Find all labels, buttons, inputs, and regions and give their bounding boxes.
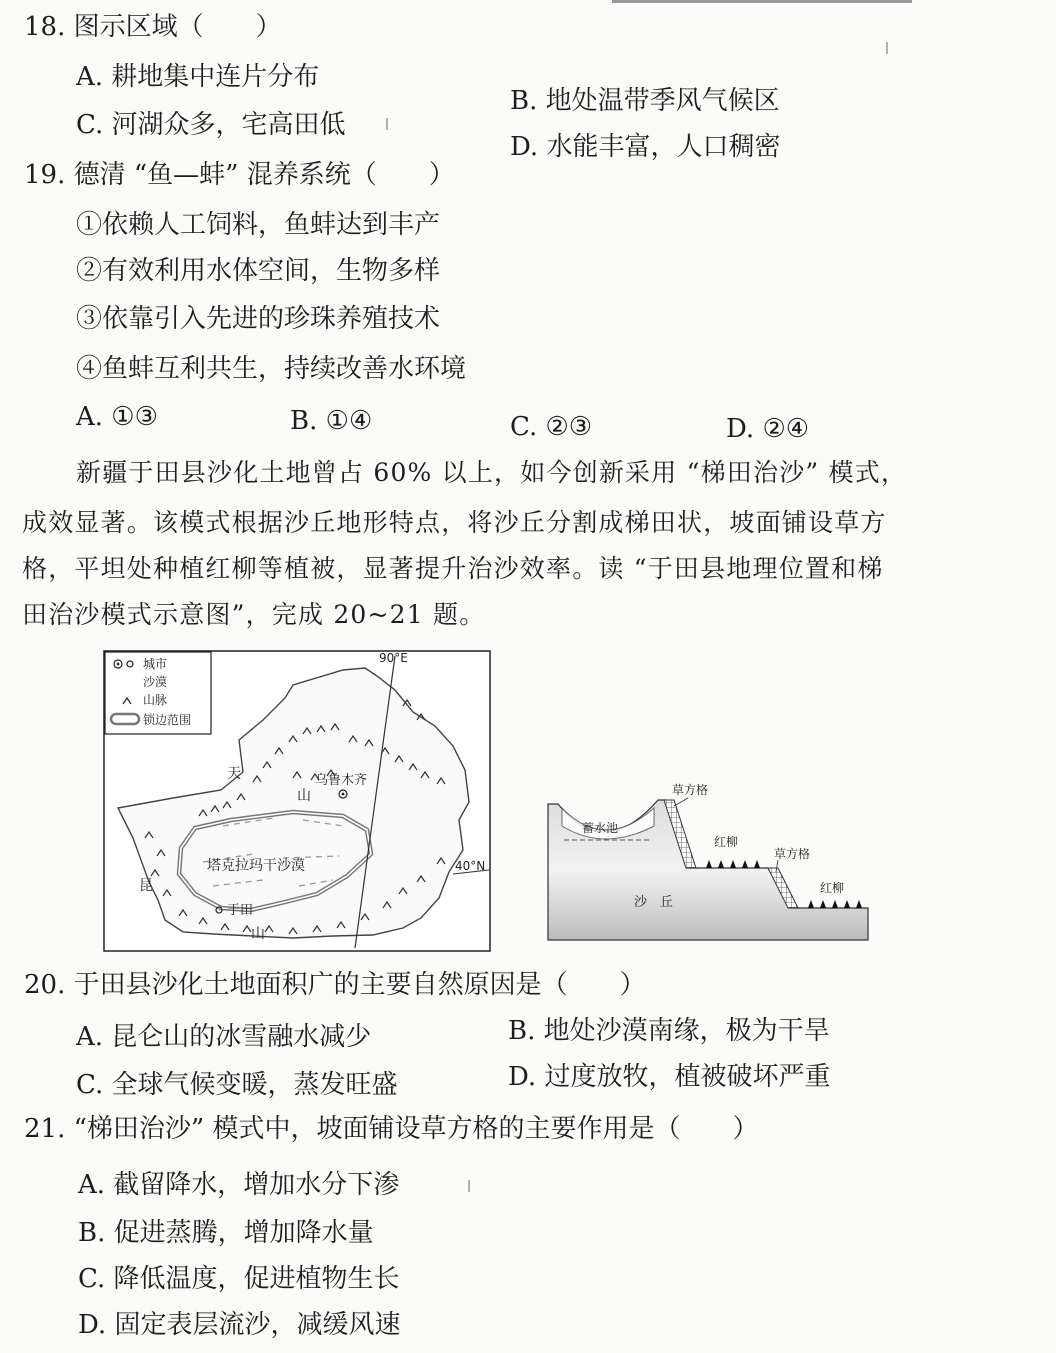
- label-kun-shan: 山: [251, 926, 265, 942]
- label-kun: 昆: [139, 878, 153, 894]
- label-red-willow-1: 红柳: [714, 835, 739, 849]
- label-grass-grid-top: 草方格: [672, 783, 709, 797]
- legend-mountain: 山脉: [143, 693, 168, 707]
- legend-rim: 锁边范围: [143, 713, 192, 727]
- q20-stem: 20. 于田县沙化土地面积广的主要自然原因是（ ）: [24, 970, 646, 1000]
- terrace-dune-diagram: [546, 782, 870, 942]
- label-dune: 沙 丘: [634, 895, 674, 910]
- q18-option-c[interactable]: C. 河湖众多，宅高田低: [76, 110, 346, 140]
- scan-top-line: [612, 0, 912, 3]
- q21-option-b[interactable]: B. 促进蒸腾，增加降水量: [78, 1218, 374, 1248]
- q18-option-a[interactable]: A. 耕地集中连片分布: [76, 62, 320, 92]
- q21-option-c[interactable]: C. 降低温度，促进植物生长: [78, 1264, 400, 1294]
- q21-option-d[interactable]: D. 固定表层流沙，减缓风速: [78, 1310, 401, 1340]
- scan-speck: [468, 1180, 470, 1192]
- q19-statement-3: ③依靠引入先进的珍珠养殖技术: [76, 304, 441, 334]
- legend-desert: 沙漠: [143, 675, 168, 689]
- q20-option-c[interactable]: C. 全球气候变暖，蒸发旺盛: [76, 1070, 398, 1100]
- label-shan: 山: [297, 788, 311, 804]
- q19-option-d[interactable]: D. ②④: [726, 414, 810, 444]
- passage-line-3: 格，平坦处种植红柳等植被，显著提升治沙效率。读 “于田县地理位置和梯: [22, 554, 884, 583]
- yutian-location-map: [103, 650, 491, 952]
- q19-statement-2: ②有效利用水体空间，生物多样: [76, 256, 441, 286]
- label-pool: 蓄水池: [582, 821, 619, 835]
- scan-speck: [386, 118, 388, 130]
- label-grass-grid-mid: 草方格: [774, 847, 811, 861]
- q20-option-a[interactable]: A. 昆仑山的冰雪融水减少: [76, 1022, 372, 1052]
- label-yutian: 于田: [227, 903, 254, 918]
- q19-option-a[interactable]: A. ①③: [76, 402, 158, 432]
- q18-stem: 18. 图示区域（ ）: [24, 12, 282, 42]
- q20-option-d[interactable]: D. 过度放牧，植被破坏严重: [508, 1062, 831, 1092]
- legend-city: 城市: [143, 657, 168, 671]
- scan-speck: [886, 42, 888, 54]
- q20-option-b[interactable]: B. 地处沙漠南缘，极为干旱: [508, 1016, 830, 1046]
- label-taklamakan: 塔克拉玛干沙漠: [207, 858, 305, 874]
- q18-option-b[interactable]: B. 地处温带季风气候区: [510, 86, 780, 116]
- passage-line-4: 田治沙模式示意图”，完成 20~21 题。: [22, 600, 486, 629]
- passage-line-2: 成效显著。该模式根据沙丘地形特点，将沙丘分割成梯田状，坡面铺设草方: [22, 508, 887, 537]
- label-pointer: [674, 798, 688, 806]
- q19-option-b[interactable]: B. ①④: [290, 406, 373, 436]
- q19-statement-1: ①依赖人工饲料，鱼蚌达到丰产: [76, 210, 441, 240]
- label-tian: 天: [227, 766, 241, 782]
- q19-statement-4: ④鱼蚌互利共生，持续改善水环境: [76, 354, 467, 384]
- longitude-label: 90°E: [379, 651, 408, 665]
- q21-stem: 21. “梯田治沙” 模式中，坡面铺设草方格的主要作用是（ ）: [24, 1114, 759, 1144]
- label-red-willow-2: 红柳: [820, 881, 845, 895]
- q18-option-d[interactable]: D. 水能丰富，人口稠密: [510, 132, 781, 162]
- label-urumqi: 乌鲁木齐: [315, 773, 368, 788]
- latitude-label: 40°N: [455, 859, 486, 873]
- q21-option-a[interactable]: A. 截留降水，增加水分下渗: [78, 1170, 400, 1200]
- q19-option-c[interactable]: C. ②③: [510, 412, 593, 442]
- q19-stem: 19. 德清 “鱼—蚌” 混养系统（ ）: [24, 160, 455, 190]
- passage-line-1: 新疆于田县沙化土地曾占 60% 以上，如今创新采用 “梯田治沙” 模式，: [76, 458, 908, 487]
